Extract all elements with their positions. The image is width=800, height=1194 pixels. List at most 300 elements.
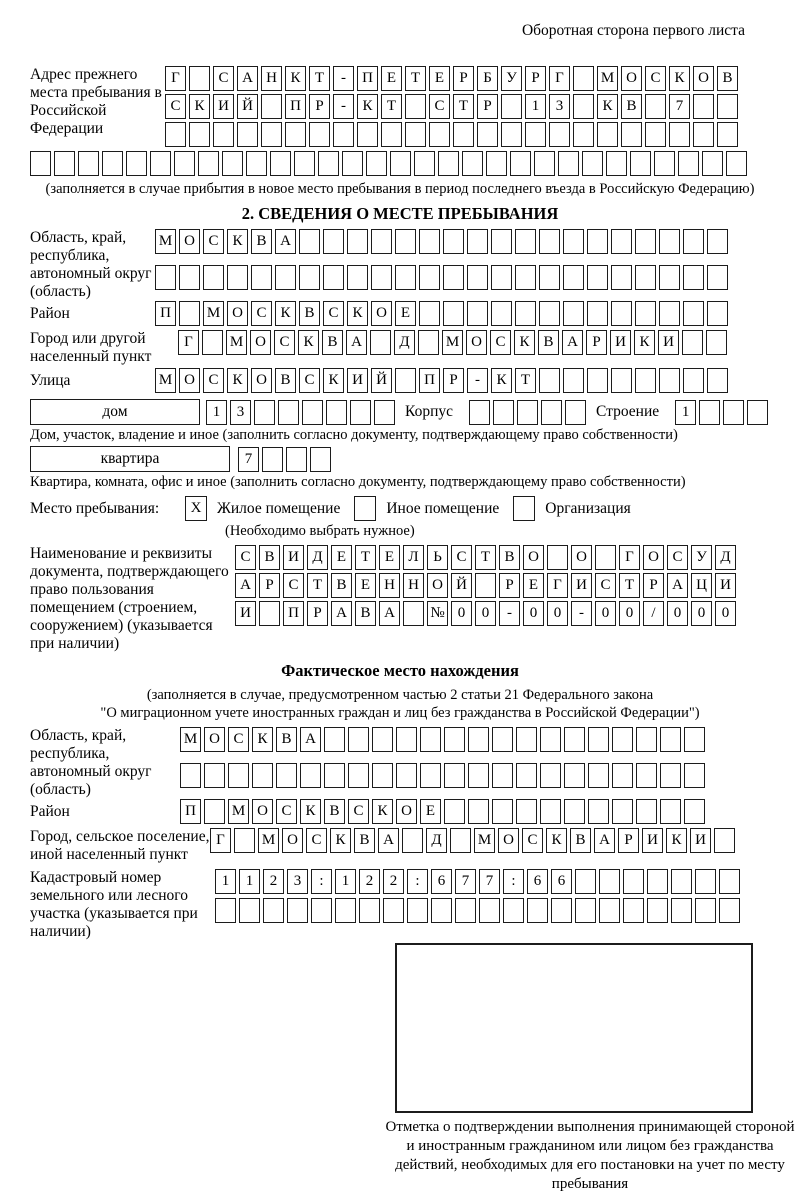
char-box [431, 898, 452, 923]
fact-raion-field [30, 799, 770, 824]
prev-address-row-1 [165, 66, 738, 91]
char-box: В [322, 330, 343, 355]
char-box: К [285, 66, 306, 91]
stamp-caption: Отметка о подтверждении выполнения принимающей стороной и иностранным гражданином или лицом без гражданства действий, необходимых для его постановки на учет по месту пребывания [385, 1119, 795, 1192]
dom-type-box: дом [30, 399, 200, 425]
char-box: К [634, 330, 655, 355]
char-box: К [372, 799, 393, 824]
char-box [647, 898, 668, 923]
char-box: 1 [239, 869, 260, 894]
char-box [660, 727, 681, 752]
char-box [261, 122, 282, 147]
char-box [372, 727, 393, 752]
char-box [54, 151, 75, 176]
kvartira-type-box: квартира [30, 446, 230, 472]
char-box [381, 122, 402, 147]
char-box [419, 265, 440, 290]
char-box [443, 301, 464, 326]
char-box [202, 330, 223, 355]
char-box: 0 [619, 601, 640, 626]
kvartira-caption: Квартира, комната, офис и иное (заполнить согласно документу, подтверждающему право собственности) [30, 474, 686, 490]
prev-address-rows [165, 66, 738, 147]
char-box [469, 400, 490, 425]
char-box: К [546, 828, 567, 853]
char-box: К [357, 94, 378, 119]
char-box: Н [379, 573, 400, 598]
char-box: И [283, 545, 304, 570]
char-box: А [275, 229, 296, 254]
char-box [213, 122, 234, 147]
char-box: Р [309, 94, 330, 119]
char-box [438, 151, 459, 176]
char-box [636, 799, 657, 824]
char-box: Д [426, 828, 447, 853]
char-box [540, 727, 561, 752]
char-box: С [429, 94, 450, 119]
char-box [252, 763, 273, 788]
char-box: М [203, 301, 224, 326]
char-box [414, 151, 435, 176]
char-box: В [499, 545, 520, 570]
char-box [294, 151, 315, 176]
char-box: Е [429, 66, 450, 91]
char-box: С [274, 330, 295, 355]
char-box: 3 [230, 400, 251, 425]
char-box [371, 265, 392, 290]
char-box [203, 265, 224, 290]
char-box: А [594, 828, 615, 853]
char-box [419, 229, 440, 254]
char-box [276, 763, 297, 788]
fact-raion-row [180, 799, 705, 824]
char-box [683, 301, 704, 326]
char-box: Р [525, 66, 546, 91]
char-box: И [213, 94, 234, 119]
option-label-inoe: Иное помещение [386, 499, 500, 517]
gorod-field [30, 330, 770, 366]
option-label-organizaciya: Организация [545, 499, 631, 517]
char-box [564, 727, 585, 752]
char-box: 3 [287, 869, 308, 894]
char-box: В [251, 229, 272, 254]
char-box: К [252, 727, 273, 752]
char-box [719, 898, 740, 923]
char-box [309, 122, 330, 147]
char-box [342, 151, 363, 176]
char-box [723, 400, 744, 425]
char-box [396, 727, 417, 752]
char-box [671, 898, 692, 923]
char-box [275, 265, 296, 290]
char-box [515, 229, 536, 254]
char-box [539, 368, 560, 393]
char-box: Т [453, 94, 474, 119]
char-box [682, 330, 703, 355]
char-box [516, 727, 537, 752]
char-box: В [299, 301, 320, 326]
checkbox-organizaciya[interactable] [513, 496, 535, 521]
page-header: Оборотная сторона первого листа [521, 22, 745, 39]
char-box: 7 [479, 869, 500, 894]
char-box [587, 229, 608, 254]
char-box: 1 [525, 94, 546, 119]
char-box [702, 151, 723, 176]
char-box: С [235, 545, 256, 570]
char-box: О [621, 66, 642, 91]
char-box: Б [477, 66, 498, 91]
char-box: Т [475, 545, 496, 570]
char-box [453, 122, 474, 147]
char-box [558, 151, 579, 176]
char-box [707, 301, 728, 326]
char-box: А [379, 601, 400, 626]
char-box [595, 545, 616, 570]
char-box: П [357, 66, 378, 91]
document-row-3 [235, 601, 736, 626]
gorod-row [178, 330, 727, 355]
char-box [623, 869, 644, 894]
fact-note-line-1: (заполняется в случае, предусмотренном частью 2 статьи 21 Федерального закона [146, 687, 654, 703]
fact-oblast-field [30, 727, 770, 799]
char-box: 6 [551, 869, 572, 894]
char-box [263, 898, 284, 923]
char-box: - [571, 601, 592, 626]
char-box [540, 799, 561, 824]
char-box: Р [499, 573, 520, 598]
char-box: А [300, 727, 321, 752]
char-box [246, 151, 267, 176]
char-box: М [155, 368, 176, 393]
char-box: С [667, 545, 688, 570]
kadastr-label: Кадастровый номер земельного или лесного участка (указывается при наличии) [30, 869, 198, 940]
char-box [636, 763, 657, 788]
char-box: М [155, 229, 176, 254]
char-box [719, 869, 740, 894]
char-box [645, 94, 666, 119]
char-box: Е [355, 573, 376, 598]
char-box: К [597, 94, 618, 119]
char-box [707, 368, 728, 393]
char-box: К [669, 66, 690, 91]
char-box: Г [178, 330, 199, 355]
char-box [492, 727, 513, 752]
char-box [372, 763, 393, 788]
char-box: М [228, 799, 249, 824]
char-box: О [371, 301, 392, 326]
char-box [302, 400, 323, 425]
char-box: С [490, 330, 511, 355]
char-box [515, 265, 536, 290]
char-box: Т [515, 368, 536, 393]
char-box [323, 229, 344, 254]
char-box: К [514, 330, 535, 355]
char-box [636, 727, 657, 752]
char-box [491, 301, 512, 326]
char-box [510, 151, 531, 176]
char-box [395, 368, 416, 393]
char-box: С [323, 301, 344, 326]
stroenie-row [675, 400, 768, 425]
char-box [251, 265, 272, 290]
fact-oblast-label: Область, край, республика, автономный округ (область) [30, 727, 152, 798]
char-box [402, 828, 423, 853]
char-box [612, 799, 633, 824]
char-box: В [324, 799, 345, 824]
char-box: В [570, 828, 591, 853]
char-box [659, 368, 680, 393]
char-box [348, 763, 369, 788]
checkbox-zhiloe[interactable]: X [185, 496, 207, 521]
char-box [659, 229, 680, 254]
char-box [539, 265, 560, 290]
char-box [669, 122, 690, 147]
char-box: 2 [383, 869, 404, 894]
char-box [479, 898, 500, 923]
char-box [215, 898, 236, 923]
char-box: А [235, 573, 256, 598]
char-box: Й [451, 573, 472, 598]
char-box: С [203, 229, 224, 254]
checkbox-inoe[interactable] [354, 496, 376, 521]
oblast-row-2 [155, 265, 728, 290]
char-box: С [203, 368, 224, 393]
char-box: П [283, 601, 304, 626]
char-box [611, 368, 632, 393]
char-box [310, 447, 331, 472]
char-box: - [467, 368, 488, 393]
char-box [155, 265, 176, 290]
char-box: У [501, 66, 522, 91]
char-box: Р [643, 573, 664, 598]
char-box [455, 898, 476, 923]
char-box: А [331, 601, 352, 626]
char-box [587, 368, 608, 393]
char-box [311, 898, 332, 923]
char-box: А [346, 330, 367, 355]
char-box [599, 898, 620, 923]
char-box: 6 [527, 869, 548, 894]
char-box [30, 151, 51, 176]
char-box [683, 368, 704, 393]
char-box: В [275, 368, 296, 393]
char-box: Й [237, 94, 258, 119]
char-box [477, 122, 498, 147]
char-box: Р [618, 828, 639, 853]
char-box [714, 828, 735, 853]
char-box [179, 301, 200, 326]
char-box: Е [331, 545, 352, 570]
char-box: А [562, 330, 583, 355]
char-box: 0 [667, 601, 688, 626]
char-box [150, 151, 171, 176]
char-box [228, 763, 249, 788]
char-box [503, 898, 524, 923]
char-box [539, 229, 560, 254]
char-box [287, 898, 308, 923]
char-box [693, 122, 714, 147]
char-box: С [451, 545, 472, 570]
prev-address-row-3 [165, 122, 738, 147]
char-box [234, 828, 255, 853]
char-box: П [285, 94, 306, 119]
char-box: О [252, 799, 273, 824]
char-box [611, 301, 632, 326]
char-box [564, 763, 585, 788]
char-box [547, 545, 568, 570]
char-box [333, 122, 354, 147]
char-box [204, 763, 225, 788]
char-box: И [715, 573, 736, 598]
char-box [179, 265, 200, 290]
char-box: М [180, 727, 201, 752]
char-box: И [571, 573, 592, 598]
char-box: С [348, 799, 369, 824]
dom-caption: Дом, участок, владение и иное (заполнить согласно документу, подтверждающему право собственности) [30, 427, 678, 443]
char-box [278, 400, 299, 425]
char-box [444, 727, 465, 752]
char-box: М [597, 66, 618, 91]
char-box [717, 94, 738, 119]
char-box [565, 400, 586, 425]
char-box [418, 330, 439, 355]
char-box [597, 122, 618, 147]
char-box [563, 265, 584, 290]
char-box [621, 122, 642, 147]
char-box: С [306, 828, 327, 853]
char-box [396, 763, 417, 788]
char-box [189, 66, 210, 91]
char-box [612, 727, 633, 752]
char-box [573, 94, 594, 119]
char-box [347, 229, 368, 254]
char-box: К [323, 368, 344, 393]
char-box [516, 763, 537, 788]
char-box [237, 122, 258, 147]
char-box: Е [379, 545, 400, 570]
char-box [262, 447, 283, 472]
char-box [527, 898, 548, 923]
char-box: К [666, 828, 687, 853]
char-box: Т [381, 94, 402, 119]
document-row-1 [235, 545, 736, 570]
char-box: Е [395, 301, 416, 326]
char-box: Р [307, 601, 328, 626]
fact-oblast-row-2 [180, 763, 705, 788]
char-box: К [347, 301, 368, 326]
char-box [563, 368, 584, 393]
char-box: В [276, 727, 297, 752]
char-box [645, 122, 666, 147]
char-box [606, 151, 627, 176]
prev-address-footnote: (заполняется в случае прибытия в новое место пребывания в период последнего въезда в Российскую Федерацию) [45, 181, 755, 197]
korpus-row [469, 400, 586, 425]
char-box [534, 151, 555, 176]
char-box: О [227, 301, 248, 326]
char-box [259, 601, 280, 626]
char-box [324, 727, 345, 752]
char-box: 1 [215, 869, 236, 894]
char-box: 7 [669, 94, 690, 119]
char-box [467, 265, 488, 290]
char-box [549, 122, 570, 147]
dom-field [30, 399, 770, 425]
char-box: Е [523, 573, 544, 598]
char-box [468, 727, 489, 752]
char-box [102, 151, 123, 176]
char-box [699, 400, 720, 425]
raion-field [30, 301, 770, 326]
char-box: А [237, 66, 258, 91]
kvartira-field [30, 446, 770, 472]
char-box [366, 151, 387, 176]
korpus-label: Корпус [405, 403, 453, 420]
char-box: С [283, 573, 304, 598]
char-box: Т [355, 545, 376, 570]
char-box [222, 151, 243, 176]
char-box [717, 122, 738, 147]
char-box [443, 265, 464, 290]
char-box [660, 799, 681, 824]
char-box: 1 [335, 869, 356, 894]
char-box: : [407, 869, 428, 894]
char-box: И [658, 330, 679, 355]
char-box: 7 [455, 869, 476, 894]
char-box: В [355, 601, 376, 626]
char-box [582, 151, 603, 176]
char-box: П [180, 799, 201, 824]
char-box [261, 94, 282, 119]
char-box [286, 447, 307, 472]
char-box: А [667, 573, 688, 598]
char-box [623, 898, 644, 923]
char-box: К [491, 368, 512, 393]
char-box: № [427, 601, 448, 626]
char-box: И [235, 601, 256, 626]
char-box [407, 898, 428, 923]
char-box [501, 94, 522, 119]
fact-raion-label: Район [30, 803, 70, 820]
char-box: О [571, 545, 592, 570]
char-box [444, 799, 465, 824]
char-box [450, 828, 471, 853]
char-box: Д [307, 545, 328, 570]
char-box [683, 265, 704, 290]
char-box: Д [394, 330, 415, 355]
char-box: О [523, 545, 544, 570]
char-box [659, 265, 680, 290]
option-label-zhiloe: Жилое помещение [217, 499, 341, 517]
char-box: 7 [238, 447, 259, 472]
char-box: С [595, 573, 616, 598]
char-box: 0 [715, 601, 736, 626]
char-box: Р [259, 573, 280, 598]
char-box [635, 301, 656, 326]
char-box: 0 [523, 601, 544, 626]
stroenie-label: Строение [596, 403, 660, 420]
prev-address-label: Адрес прежнего места пребывания в Российской Федерации [30, 66, 162, 137]
char-box: О [250, 330, 271, 355]
char-box: С [645, 66, 666, 91]
char-box [204, 799, 225, 824]
fact-location-title: Фактическое место нахождения [281, 661, 519, 680]
char-box: 6 [431, 869, 452, 894]
char-box [359, 898, 380, 923]
choose-note: (Необходимо выбрать нужное) [225, 523, 415, 539]
char-box [635, 368, 656, 393]
char-box: С [276, 799, 297, 824]
char-box: П [155, 301, 176, 326]
char-box: Н [403, 573, 424, 598]
